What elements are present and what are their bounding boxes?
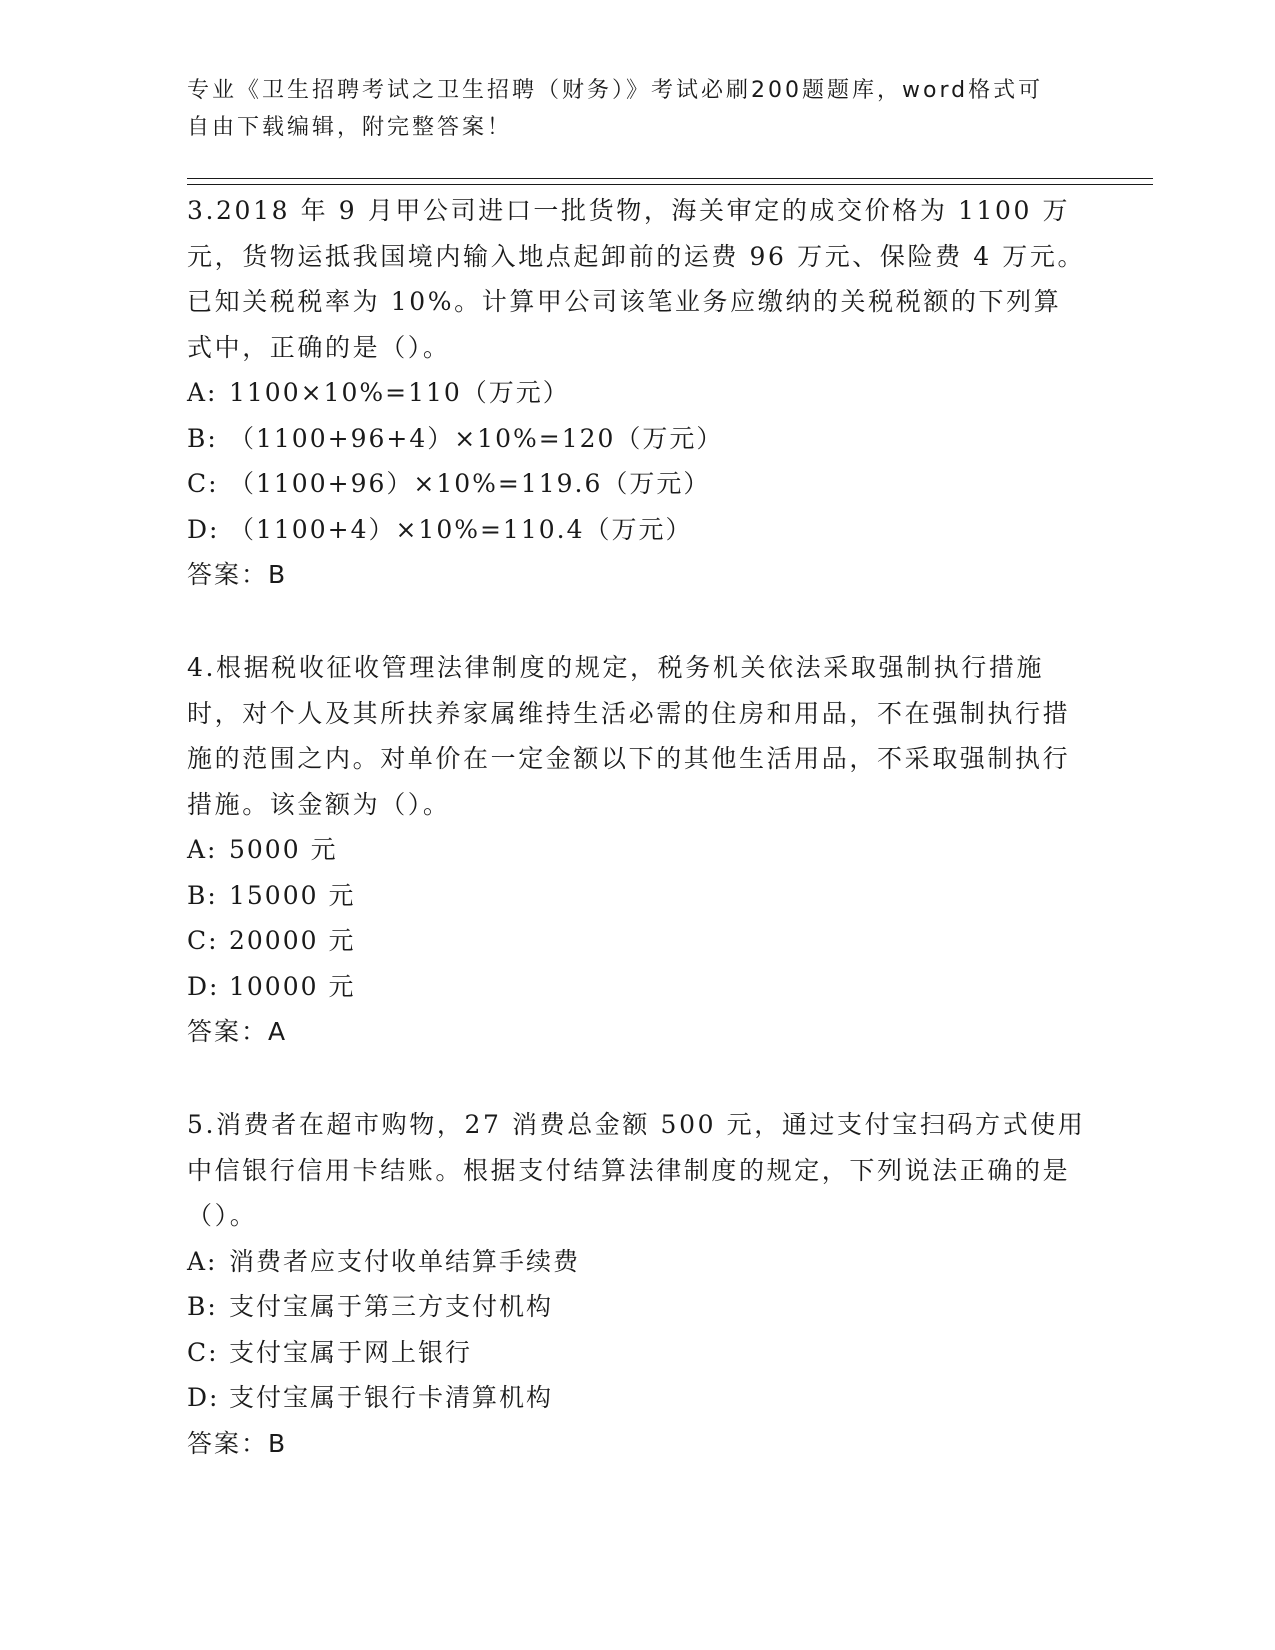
question-stem: 3.2018 年 9 月甲公司进口一批货物，海关审定的成交价格为 1100 万元，货物运抵我国境内输入地点起卸前的运费 96 万元、保险费 4 万元。已知关税税率为 10%。计算甲公司该笔业务应缴纳的关税税额的下列算式中，正确的是（）。 <box>187 196 1086 362</box>
answer-line: 答案：B <box>187 560 288 589</box>
option-b <box>187 416 1087 462</box>
option-letter: D: <box>187 1383 220 1412</box>
option-letter: A: <box>187 835 218 864</box>
question-3 <box>187 188 1087 598</box>
option-text: 支付宝属于网上银行 <box>229 1337 473 1367</box>
option-b <box>187 1284 1087 1330</box>
option-letter: D: <box>187 971 220 1001</box>
option-text: （1100+96+4）×10%=120（万元） <box>229 423 724 453</box>
option-c <box>187 918 1087 964</box>
option-d <box>187 964 1087 1010</box>
option-text: （1100+4）×10%=110.4（万元） <box>229 514 693 544</box>
option-a <box>187 827 1087 873</box>
question-stem: 4.根据税收征收管理法律制度的规定，税务机关依法采取强制执行措施时，对个人及其所扶养家属维持生活必需的住房和用品，不在强制执行措施的范围之内。对单价在一定金额以下的其他生活用品，不采取强制执行措施。该金额为（）。 <box>187 653 1071 819</box>
header-divider-bottom <box>187 184 1153 185</box>
option-text: 15000 元 <box>229 880 356 910</box>
option-letter: C: <box>187 1337 219 1367</box>
option-letter: C: <box>187 469 219 498</box>
option-letter: D: <box>187 514 220 544</box>
option-text: 20000 元 <box>229 926 356 955</box>
option-letter: A: <box>187 378 218 407</box>
option-text: 10000 元 <box>229 971 356 1001</box>
option-text: 支付宝属于第三方支付机构 <box>229 1292 554 1321</box>
question-stem: 5.消费者在超市购物，27 消费总金额 500 元，通过支付宝扫码方式使用中信银行信用卡结账。根据支付结算法律制度的规定，下列说法正确的是（）。 <box>187 1110 1086 1230</box>
option-c <box>187 461 1087 507</box>
option-letter: B: <box>187 1292 218 1321</box>
header-divider-top <box>187 178 1153 179</box>
option-c <box>187 1330 1087 1376</box>
option-a <box>187 1239 1087 1285</box>
option-letter: B: <box>187 880 218 910</box>
answer-line: 答案：A <box>187 1017 288 1046</box>
option-text: 支付宝属于银行卡清算机构 <box>229 1383 554 1412</box>
question-4 <box>187 645 1087 1055</box>
option-letter: A: <box>187 1246 218 1276</box>
option-d <box>187 507 1087 553</box>
option-text: （1100+96）×10%=119.6（万元） <box>229 469 711 498</box>
option-text: 消费者应支付收单结算手续费 <box>229 1246 581 1276</box>
option-d <box>187 1375 1087 1421</box>
option-b <box>187 873 1087 919</box>
option-a <box>187 370 1087 416</box>
option-text: 5000 元 <box>229 835 338 864</box>
document-header: 专业《卫生招聘考试之卫生招聘（财务）》考试必刷200题题库，word格式可自由下载编辑，附完整答案！ <box>187 78 1044 140</box>
answer-line: 答案：B <box>187 1428 288 1458</box>
question-5 <box>187 1102 1087 1466</box>
option-letter: C: <box>187 926 219 955</box>
option-text: 1100×10%=110（万元） <box>229 378 570 407</box>
option-letter: B: <box>187 423 218 453</box>
